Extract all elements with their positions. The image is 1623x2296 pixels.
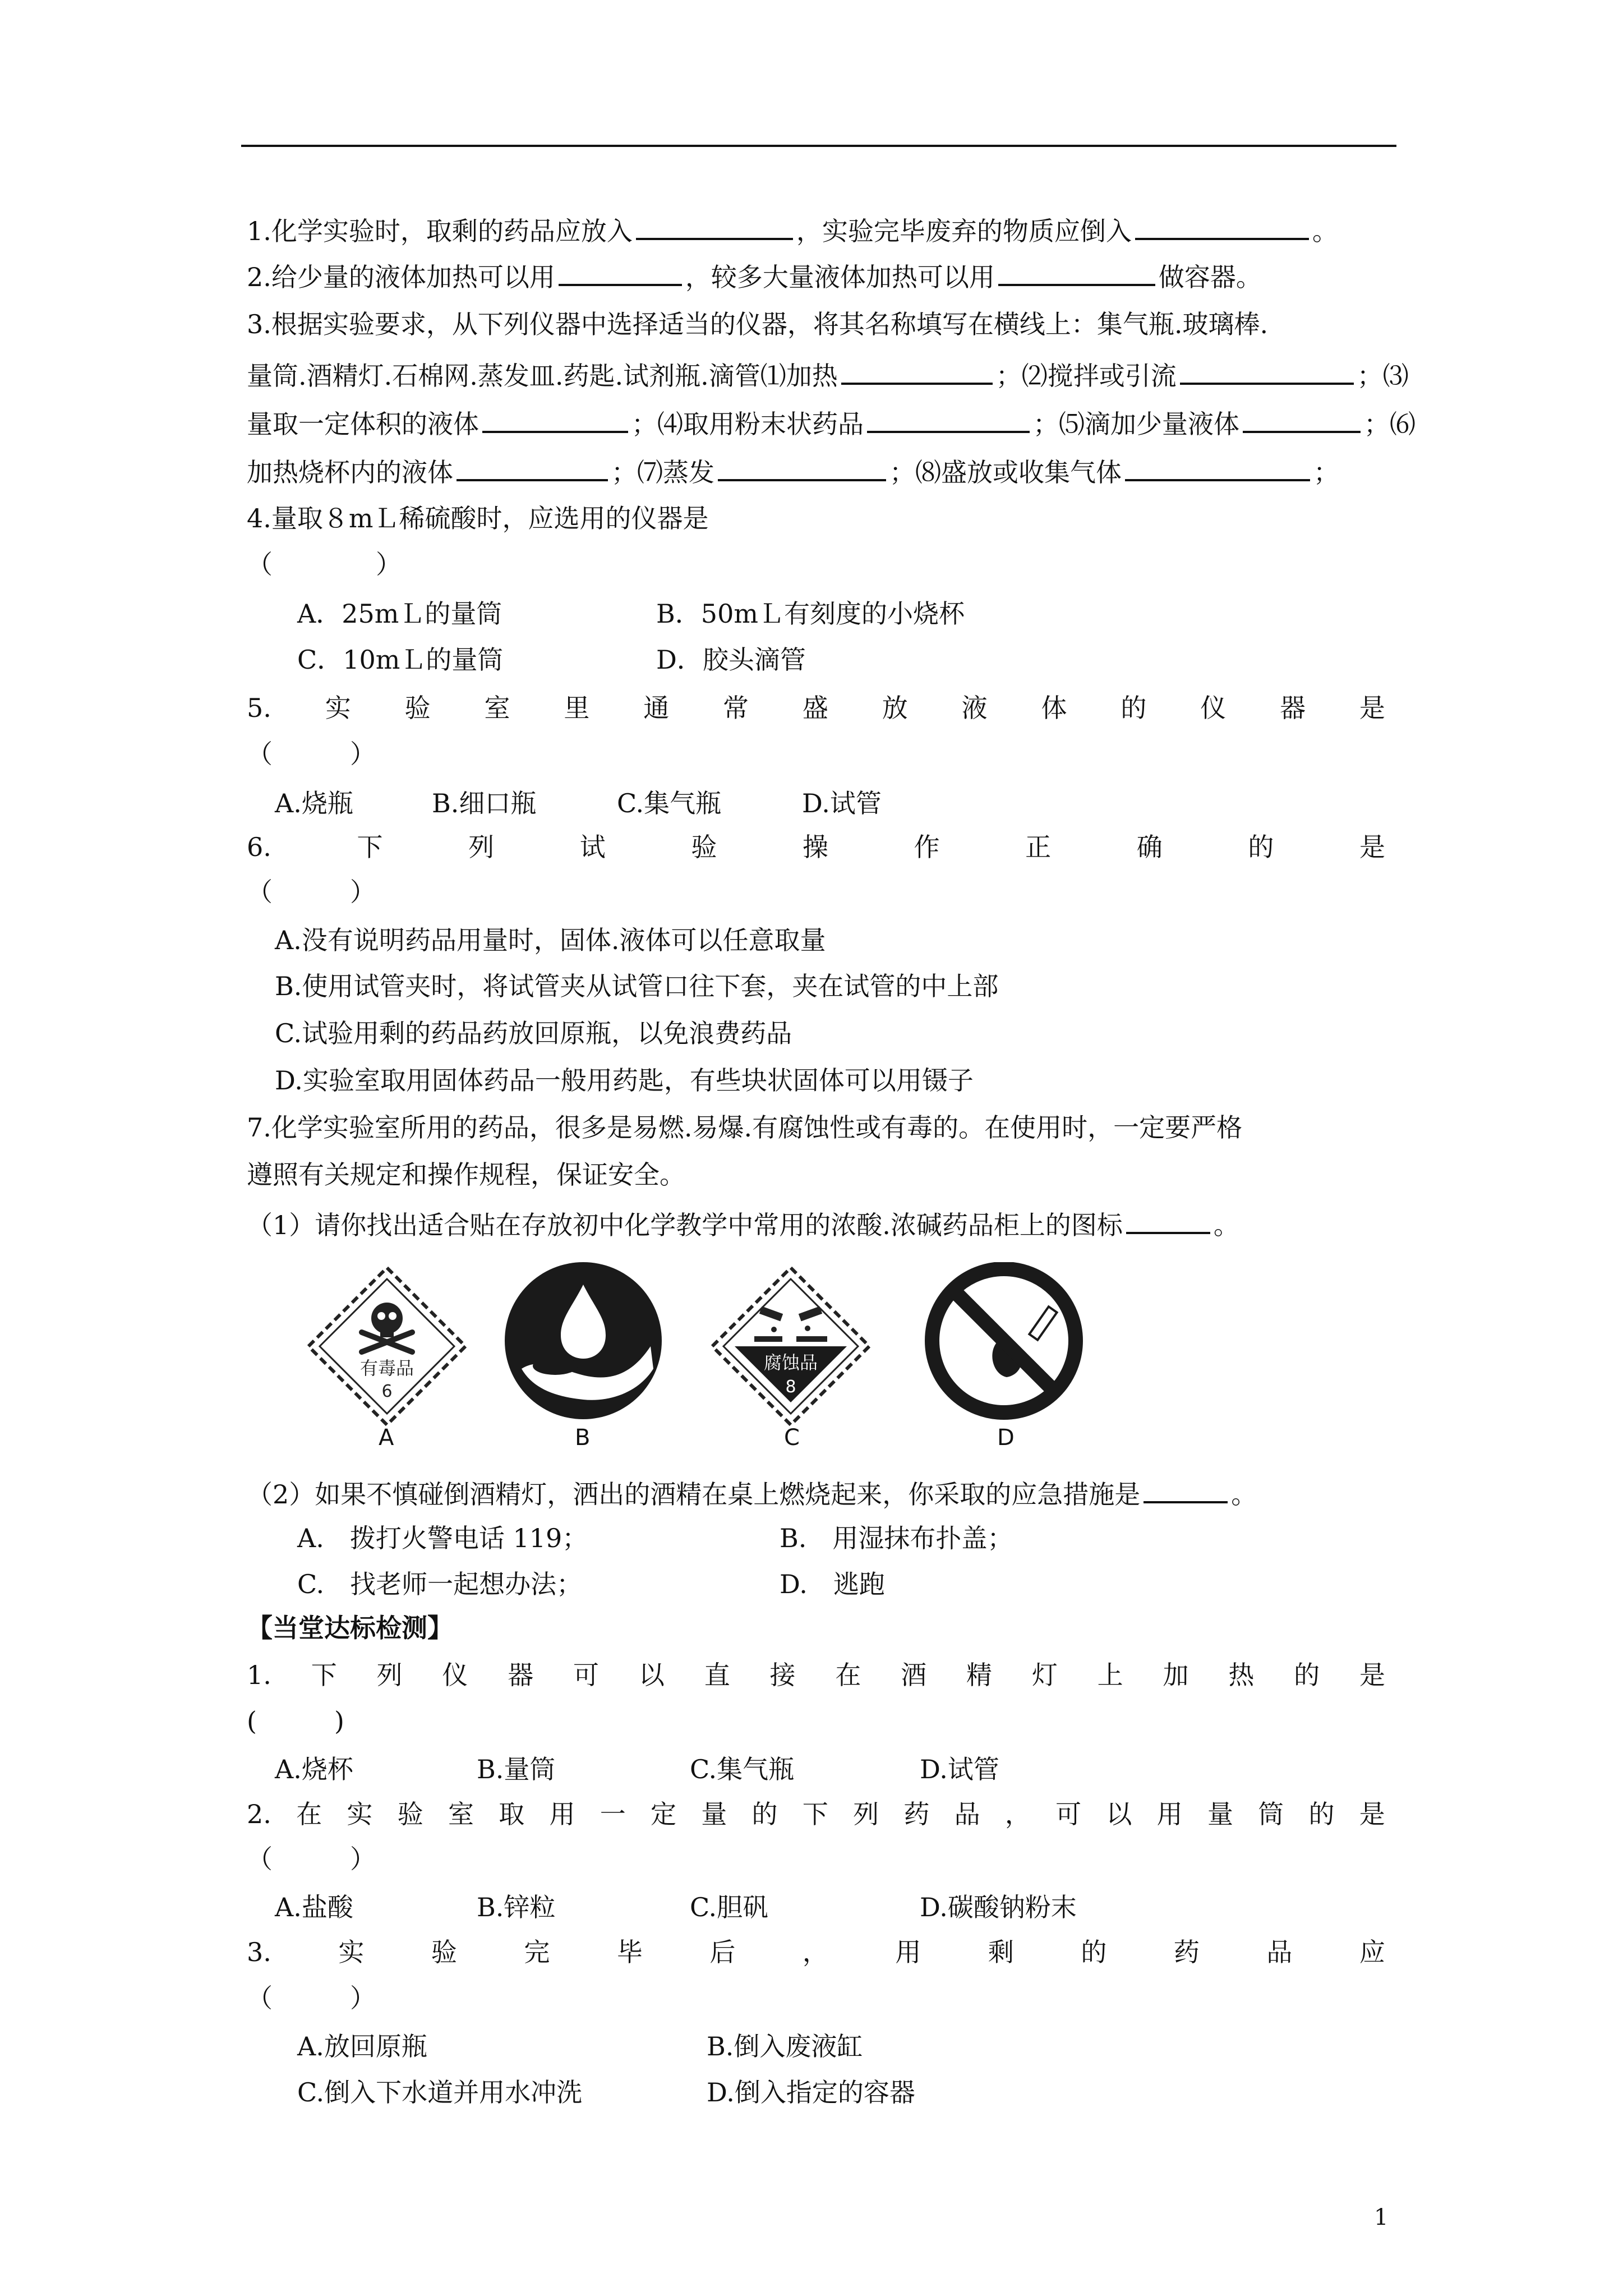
q7-text: （2）如果不慎碰倒酒精灯，洒出的酒精在桌上燃烧起来，你采取的应急措施是 <box>247 1479 1141 1510</box>
answer-blank[interactable] <box>1180 357 1354 385</box>
stem-char: 上 <box>1097 1660 1123 1690</box>
q3-text: ；⑹ <box>1364 409 1415 439</box>
answer-blank[interactable] <box>636 212 793 240</box>
toxic-sign-class: 6 <box>381 1382 393 1401</box>
q3-text: ； <box>1313 457 1339 487</box>
answer-blank[interactable] <box>841 357 993 385</box>
stem-char: 是 <box>1359 1660 1385 1690</box>
stem-char: 量 <box>1207 1799 1233 1829</box>
answer-blank[interactable] <box>998 258 1155 286</box>
stem-char: 直 <box>704 1660 730 1690</box>
stem-char: 常 <box>723 693 749 723</box>
answer-blank[interactable] <box>1243 405 1361 433</box>
toxic-sign-icon <box>303 1262 471 1430</box>
stem-char: 3. <box>247 1937 271 1967</box>
option-b[interactable]: B.使用试管夹时，将试管夹从试管口往下套，夹在试管的中上部 <box>275 971 999 1001</box>
option-d[interactable]: D. 逃跑 <box>780 1569 885 1599</box>
stem-char: 精 <box>966 1660 992 1690</box>
test-3-options-row2 <box>297 2076 915 2109</box>
stem-char: 实 <box>325 693 351 723</box>
water-drop-icon <box>499 1262 667 1430</box>
answer-blank[interactable] <box>559 258 682 286</box>
q1-text: 1.化学实验时，取剩的药品应放入 <box>247 216 633 246</box>
corrosive-sign[interactable] <box>707 1262 875 1437</box>
q1-text: 。 <box>1312 216 1338 246</box>
corrosive-sign-class: 8 <box>785 1377 796 1397</box>
question-4-options-row1 <box>297 597 965 631</box>
stem-char: 正 <box>1025 832 1052 862</box>
q2-text: 做容器。 <box>1158 262 1262 292</box>
question-3-line-2 <box>247 357 1409 390</box>
q7-text: （1）请你找出适合贴在存放初中化学教学中常用的浓酸.浓碱药品柜上的图标 <box>247 1210 1123 1240</box>
stem-char: 下 <box>311 1660 337 1690</box>
option-b[interactable]: B.量筒 <box>477 1754 556 1784</box>
stem-char: 灯 <box>1031 1660 1058 1690</box>
option-b[interactable]: B.细口瓶 <box>432 788 537 818</box>
stem-char: 定 <box>651 1799 677 1829</box>
stem-char: 器 <box>1280 693 1306 723</box>
q2-text: ，较多大量液体加热可以用 <box>685 262 995 292</box>
question-5-options <box>275 786 882 820</box>
corrosive-drop-sign[interactable] <box>499 1262 667 1437</box>
no-fire-sign[interactable] <box>920 1262 1088 1437</box>
question-7-sub-2 <box>247 1475 1257 1509</box>
option-d[interactable]: D.倒入指定的容器 <box>707 2077 915 2108</box>
option-a[interactable]: A.放回原瓶 <box>297 2031 427 2062</box>
stem-char: 可 <box>573 1660 600 1690</box>
option-a[interactable]: A.盐酸 <box>275 1892 353 1922</box>
stem-char: 应 <box>1359 1937 1385 1967</box>
q2-text: 2.给少量的液体加热可以用 <box>247 262 555 292</box>
option-a[interactable]: A. 拨打火警电话 119； <box>297 1523 588 1553</box>
stem-char: 仪 <box>442 1660 468 1690</box>
q3-text: ；⑺蒸发 <box>611 457 714 487</box>
page-number: 1 <box>1374 2205 1389 2230</box>
stem-char: 放 <box>882 693 908 723</box>
stem-char: ， <box>1004 1799 1031 1829</box>
option-b[interactable]: B．50mＬ有刻度的小烧杯 <box>656 599 965 629</box>
stem-char: 以 <box>638 1660 665 1690</box>
stem-char: 里 <box>564 693 590 723</box>
toxic-sign-text: 有毒品 <box>359 1358 414 1379</box>
test-3-options-row1 <box>297 2030 863 2063</box>
option-d[interactable]: D.碳酸钠粉末 <box>920 1892 1077 1922</box>
stem-char: 完 <box>524 1937 550 1967</box>
option-c[interactable]: C.胆矾 <box>690 1892 769 1922</box>
q3-text: 量取一定体积的液体 <box>247 409 479 439</box>
stem-char: 以 <box>1106 1799 1132 1829</box>
stem-char: 是 <box>1359 693 1385 723</box>
stem-char: 可 <box>1055 1799 1082 1829</box>
stem-char: 用 <box>895 1937 921 1967</box>
option-c[interactable]: C．10mＬ的量筒 <box>297 645 504 675</box>
question-6-stem <box>247 830 1385 864</box>
answer-blank[interactable] <box>457 453 608 481</box>
sign-label-b: B <box>575 1425 591 1451</box>
stem-char: 筒 <box>1258 1799 1284 1829</box>
stem-char: 取 <box>499 1799 525 1829</box>
stem-char: 是 <box>1359 1799 1385 1829</box>
stem-char: 验 <box>431 1937 457 1967</box>
stem-char: 1. <box>247 1660 271 1690</box>
question-2 <box>247 258 1262 292</box>
stem-char: 的 <box>1121 693 1147 723</box>
stem-char: 热 <box>1228 1660 1255 1690</box>
stem-char: 2. <box>247 1799 271 1829</box>
question-1 <box>247 212 1338 246</box>
stem-char: ， <box>802 1937 828 1967</box>
stem-char: 一 <box>600 1799 626 1829</box>
q1-text: ，实验完毕废弃的物质应倒入 <box>796 216 1132 246</box>
test-1-stem <box>247 1658 1385 1692</box>
option-b[interactable]: B.锌粒 <box>477 1892 556 1922</box>
q7-text: 。 <box>1213 1210 1239 1240</box>
stem-char: 确 <box>1136 832 1163 862</box>
test-3-stem <box>247 1935 1385 1969</box>
answer-paren[interactable]: （ ） <box>247 877 376 907</box>
answer-paren[interactable]: （ ） <box>247 549 402 579</box>
option-b[interactable]: B. 用湿抹布扑盖； <box>780 1523 1013 1553</box>
q7-text: 。 <box>1231 1479 1257 1510</box>
stem-char: 是 <box>1359 832 1385 862</box>
option-c[interactable]: C.倒入下水道并用水冲洗 <box>297 2077 583 2108</box>
stem-char: 验 <box>404 693 431 723</box>
q3-text: 量筒.酒精灯.石棉网.蒸发皿.药匙.试剂瓶.滴管⑴加热 <box>247 361 838 391</box>
option-b[interactable]: B.倒入废液缸 <box>707 2031 863 2062</box>
answer-paren[interactable]: （ ） <box>247 739 376 769</box>
stem-char: 盛 <box>802 693 828 723</box>
option-c[interactable]: C. 找老师一起想办法； <box>297 1569 583 1599</box>
question-5-stem <box>247 691 1385 725</box>
test-1-options <box>275 1752 999 1786</box>
option-a[interactable]: A.没有说明药品用量时，固体.液体可以任意取量 <box>275 925 826 955</box>
question-4-options-row2 <box>297 643 806 677</box>
sign-label-d: D <box>997 1425 1015 1451</box>
stem-char: 下 <box>802 1799 828 1829</box>
option-d[interactable]: D．胶头滴管 <box>656 645 806 675</box>
stem-char: 列 <box>468 832 495 862</box>
answer-blank[interactable] <box>1126 1206 1210 1234</box>
stem-char: 列 <box>853 1799 879 1829</box>
stem-char: 通 <box>643 693 670 723</box>
q3-text: ；⑸滴加少量液体 <box>1033 409 1239 439</box>
option-a[interactable]: A.烧杯 <box>275 1754 353 1784</box>
question-3-line-4 <box>247 453 1339 487</box>
stem-char: 的 <box>1308 1799 1335 1829</box>
stem-char: 酒 <box>901 1660 927 1690</box>
option-d[interactable]: D.试管 <box>802 788 882 818</box>
question-7-line-1: 7.化学实验室所用的药品，很多是易燃.易爆.有腐蚀性或有毒的。在使用时，一定要严格 <box>247 1112 1243 1143</box>
q3-text: ；⑻盛放或收集气体 <box>889 457 1122 487</box>
stem-char: 仪 <box>1200 693 1227 723</box>
corrosive-icon <box>707 1262 875 1430</box>
question-7-sub-1 <box>247 1206 1239 1240</box>
option-d[interactable]: D.实验室取用固体药品一般用药匙，有些块状固体可以用镊子 <box>275 1065 974 1096</box>
stem-char: 量 <box>701 1799 727 1829</box>
section-heading: 【当堂达标检测】 <box>247 1613 453 1643</box>
q3-text: ；⑵搅拌或引流 <box>995 361 1177 391</box>
corrosive-sign-text: 腐蚀品 <box>763 1352 818 1373</box>
stem-char: 实 <box>338 1937 365 1967</box>
stem-char: 实 <box>347 1799 373 1829</box>
answer-paren[interactable]: （ ） <box>247 1844 376 1874</box>
stem-char: 验 <box>691 832 717 862</box>
stem-char: 5. <box>247 693 271 723</box>
question-7-line-2: 遵照有关规定和操作规程，保证安全。 <box>247 1159 685 1190</box>
answer-blank[interactable] <box>1135 212 1309 240</box>
question-7-options-row2 <box>297 1567 885 1601</box>
toxic-sign[interactable] <box>303 1262 471 1437</box>
stem-char: 室 <box>484 693 510 723</box>
stem-char: 液 <box>961 693 988 723</box>
option-c[interactable]: C.试验用剩的药品药放回原瓶，以免浪费药品 <box>275 1018 792 1048</box>
stem-char: 室 <box>448 1799 474 1829</box>
answer-blank[interactable] <box>482 405 628 433</box>
test-2-stem <box>247 1797 1385 1831</box>
answer-blank[interactable] <box>718 453 886 481</box>
option-a[interactable]: A.烧瓶 <box>275 788 353 818</box>
stem-char: 列 <box>376 1660 403 1690</box>
question-3-line-3 <box>247 405 1415 439</box>
stem-char: 在 <box>296 1799 322 1829</box>
stem-char: 用 <box>1156 1799 1183 1829</box>
question-7-options-row1 <box>297 1521 1013 1555</box>
stem-char: 加 <box>1163 1660 1189 1690</box>
stem-char: 的 <box>1081 1937 1107 1967</box>
stem-char: 器 <box>508 1660 534 1690</box>
stem-char: 毕 <box>616 1937 643 1967</box>
stem-char: 作 <box>914 832 940 862</box>
stem-char: 接 <box>769 1660 796 1690</box>
stem-char: 用 <box>549 1799 575 1829</box>
stem-char: 的 <box>751 1799 778 1829</box>
sign-label-a: A <box>379 1425 394 1451</box>
option-a[interactable]: A．25mＬ的量筒 <box>297 599 502 629</box>
stem-char: 后 <box>709 1937 736 1967</box>
stem-char: 体 <box>1041 693 1067 723</box>
option-c[interactable]: C.集气瓶 <box>690 1754 795 1784</box>
stem-char: 6. <box>247 832 271 862</box>
question-3-line-1: 3.根据实验要求，从下列仪器中选择适当的仪器，将其名称填写在横线上：集气瓶.玻璃棒. <box>247 309 1269 339</box>
answer-paren[interactable]: （ ） <box>247 1983 376 2013</box>
stem-char: 剩 <box>988 1937 1014 1967</box>
stem-char: 的 <box>1248 832 1274 862</box>
stem-char: 药 <box>1173 1937 1200 1967</box>
header-rule <box>241 145 1396 147</box>
stem-char: 的 <box>1294 1660 1320 1690</box>
stem-char: 操 <box>802 832 828 862</box>
stem-char: 验 <box>397 1799 423 1829</box>
stem-char: 药 <box>903 1799 930 1829</box>
answer-blank[interactable] <box>1125 453 1310 481</box>
stem-char: 品 <box>1266 1937 1293 1967</box>
q3-text: 加热烧杯内的液体 <box>247 457 453 487</box>
stem-char: 下 <box>357 832 383 862</box>
stem-char: 品 <box>954 1799 980 1829</box>
answer-blank[interactable] <box>1144 1475 1228 1503</box>
stem-char: 试 <box>579 832 606 862</box>
option-d[interactable]: D.试管 <box>920 1754 999 1784</box>
answer-paren[interactable]: ( ) <box>247 1706 344 1736</box>
answer-blank[interactable] <box>867 405 1030 433</box>
sign-label-c: C <box>784 1425 800 1451</box>
question-4-stem: 4.量取８mＬ稀硫酸时，应选用的仪器是 <box>247 503 709 533</box>
option-c[interactable]: C.集气瓶 <box>617 788 722 818</box>
q3-text: ；⑶ <box>1357 361 1409 391</box>
q3-text: ；⑷取用粉末状药品 <box>631 409 864 439</box>
no-fire-icon <box>920 1262 1088 1430</box>
test-2-options <box>275 1890 1077 1924</box>
stem-char: 在 <box>835 1660 861 1690</box>
